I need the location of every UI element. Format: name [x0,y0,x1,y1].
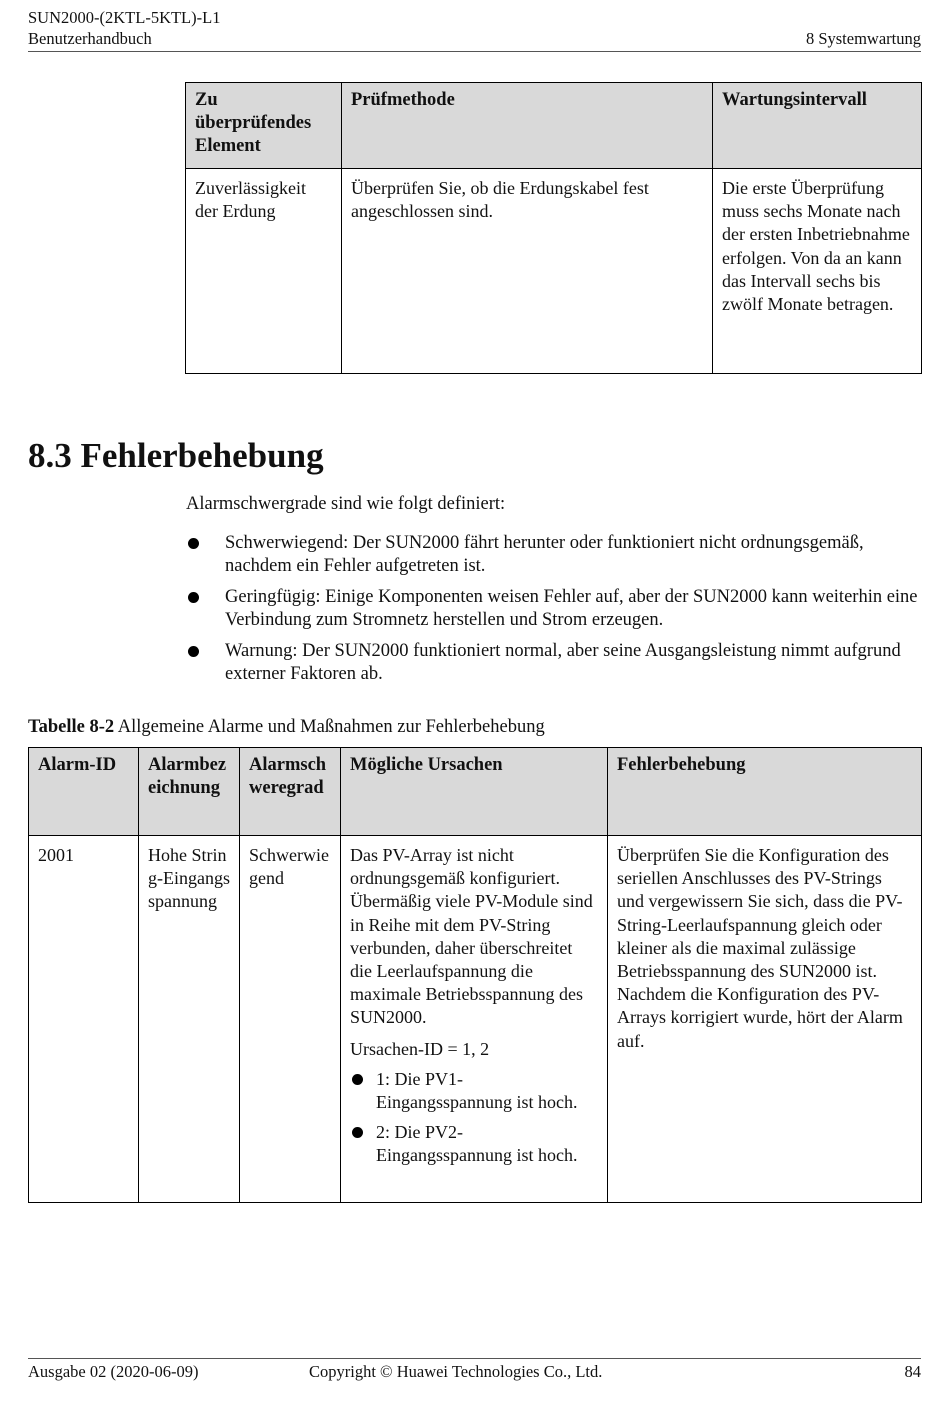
table-header-row [29,748,922,836]
table-cell: Die erste Überprüfung muss sechs Monate nach der ersten Inbetriebnahme erfolgen. Von da an kann das Intervall sechs bis zwölf Monate betragen. [713,169,922,374]
list-item [350,1121,598,1167]
cause-item-text: 1: Die PV1-Eingangsspannung ist hoch. [376,1068,578,1113]
column-header-element: Zu überprüfendes Element [186,83,342,169]
bullet-icon [352,1127,363,1138]
column-header-alarm-name: Alarmbezeichnung [139,748,240,836]
alarm-table [28,747,922,1203]
list-item-text: Schwerwiegend: Der SUN2000 fährt herunter oder funktioniert nicht ordnungsgemäß, nachdem ein Fehler aufgetreten ist. [225,533,864,576]
cause-list [350,1068,598,1168]
list-item-text: Warnung: Der SUN2000 funktioniert normal, aber seine Ausgangsleistung nimmt aufgrund externer Faktoren ab. [225,641,901,684]
alarm-id-cell: 2001 [29,836,139,1203]
bullet-icon [188,538,199,549]
maintenance-table [185,82,922,374]
table-row [29,836,922,1203]
column-header-alarm-id: Alarm-ID [29,748,139,836]
chapter-name: 8 Systemwartung [805,29,921,48]
table-caption [28,716,545,739]
list-item [186,640,926,686]
header-left [28,7,220,49]
page-number: 84 [904,1362,921,1381]
column-header-causes: Mögliche Ursachen [341,748,608,836]
column-header-interval: Wartungsintervall [713,83,922,169]
column-header-fix: Fehlerbehebung [608,748,922,836]
severity-list [186,532,926,694]
bullet-icon [188,592,199,603]
bullet-icon [352,1074,363,1085]
list-item [350,1068,598,1114]
table-cell: Zuverlässigkeit der Erdung [186,169,342,374]
column-header-method: Prüfmethode [342,83,713,169]
manual-name: Benutzerhandbuch [28,29,152,48]
caption-text: Allgemeine Alarme und Maßnahmen zur Fehlerbehebung [117,717,545,737]
section-intro: Alarmschwergrade sind wie folgt definiert: [186,494,506,514]
causes-cell [341,836,608,1203]
bullet-icon [188,646,199,657]
product-name: SUN2000-(2KTL-5KTL)-L1 [28,8,221,27]
table-cell: Überprüfen Sie, ob die Erdungskabel fest angeschlossen sind. [342,169,713,374]
cause-ids: Ursachen-ID = 1, 2 [350,1038,490,1059]
column-header-severity: Alarmschweregrad [240,748,341,836]
issue-date: Ausgabe 02 (2020-06-09) [28,1362,199,1381]
alarm-name-cell: Hohe String-Eingangsspannung [139,836,240,1203]
list-item-text: Geringfügig: Einige Komponenten weisen Fehler auf, aber der SUN2000 kann weiterhin eine Verbindung zum Stromnetz herstellen und Strom erzeugen. [225,587,918,630]
table-row [186,169,922,374]
cause-text: Das PV-Array ist nicht ordnungsgemäß konfiguriert. Übermäßig viele PV-Module sind in Reihe mit dem PV-String verbunden, daher überschreitet die Leerlaufspannung die maximale Betriebsspannung des SUN2000. [350,845,593,1028]
fix-cell: Überprüfen Sie die Konfiguration des seriellen Anschlusses des PV-Strings und vergewissern Sie sich, dass die PV-String-Leerlaufspannung gleich oder kleiner als die maximal zulässige Betriebsspannung des SUN2000 ist. Nachdem die Konfiguration des PV-Arrays korrigiert wurde, hört der Alarm auf. [608,836,922,1203]
cause-item-text: 2: Die PV2-Eingangsspannung ist hoch. [376,1122,578,1166]
page-header [28,7,921,52]
section-title: 8.3 Fehlerbehebung [28,436,324,475]
table-header-row [186,83,922,169]
severity-cell: Schwerwiegend [240,836,341,1203]
page-footer [28,1358,921,1385]
caption-label: Tabelle 8-2 [28,717,115,737]
list-item [186,586,926,632]
list-item [186,532,926,578]
copyright: Copyright © Huawei Technologies Co., Ltd. [309,1362,603,1381]
